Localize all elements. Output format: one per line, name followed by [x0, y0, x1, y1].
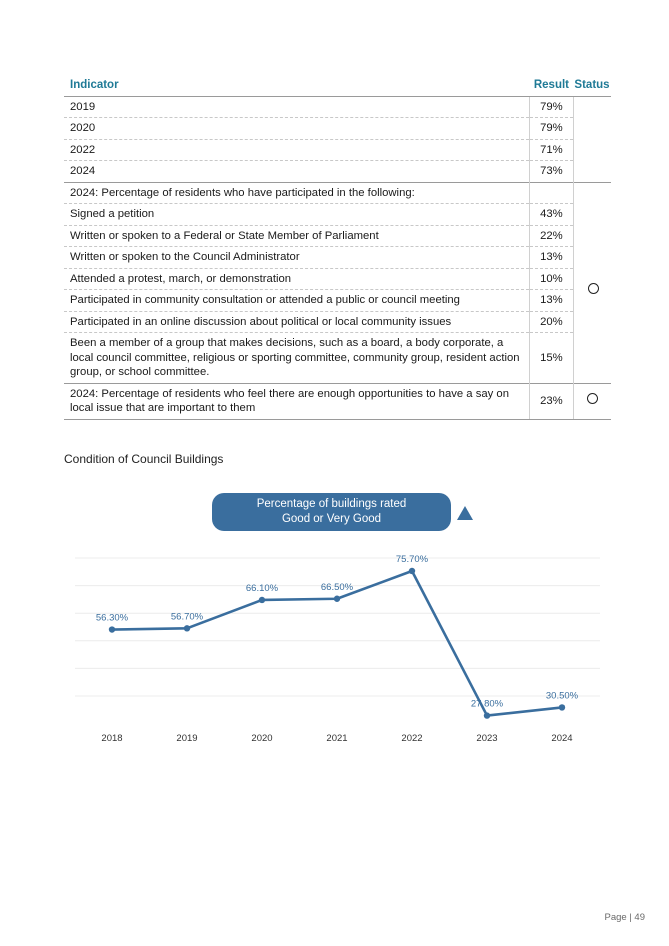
indicator-cell: 2024: Percentage of residents who feel there are enough opportunities to have a say on local issue that are important to them [64, 383, 530, 419]
x-tick-label: 2024 [551, 733, 573, 744]
result-header: Result [530, 76, 573, 96]
indicator-cell: 2024 [64, 161, 530, 183]
indicator-cell: Written or spoken to a Federal or State Member of Parliament [64, 225, 530, 247]
result-cell: 15% [530, 333, 573, 384]
data-point [559, 704, 565, 710]
data-label: 56.70% [170, 611, 204, 623]
data-point [334, 596, 340, 602]
indicator-cell: Signed a petition [64, 204, 530, 226]
result-cell: 71% [530, 139, 573, 161]
indicator-cell: 2024: Percentage of residents who have participated in the following: [64, 182, 530, 204]
result-cell: 43% [530, 204, 573, 226]
result-cell: 73% [530, 161, 573, 183]
section-title: Condition of Council Buildings [64, 452, 224, 466]
x-tick-label: 2020 [251, 733, 273, 744]
indicator-cell: 2019 [64, 96, 530, 118]
indicator-cell: Written or spoken to the Council Administrator [64, 247, 530, 269]
data-label: 75.70% [395, 553, 429, 565]
result-cell: 22% [530, 225, 573, 247]
result-cell: 79% [530, 96, 573, 118]
indicator-cell: Participated in an online discussion about political or local community issues [64, 311, 530, 333]
data-point [109, 626, 115, 632]
data-label: 56.30% [95, 612, 129, 624]
data-point [409, 568, 415, 574]
indicator-cell: 2022 [64, 139, 530, 161]
data-point [484, 712, 490, 718]
data-label: 27.80% [470, 698, 504, 710]
data-point [259, 597, 265, 603]
result-cell: 13% [530, 290, 573, 312]
x-tick-label: 2021 [326, 733, 348, 744]
data-point [184, 625, 190, 631]
chart-header-line2: Good or Very Good [281, 513, 382, 525]
data-label: 30.50% [545, 690, 579, 702]
indicator-cell: Attended a protest, march, or demonstration [64, 268, 530, 290]
result-cell: 13% [530, 247, 573, 269]
x-tick-label: 2018 [101, 733, 123, 744]
x-tick-label: 2019 [176, 733, 198, 744]
indicator-cell: Participated in community consultation or attended a public or council meeting [64, 290, 530, 312]
status-header: Status [573, 76, 611, 96]
result-cell: 10% [530, 268, 573, 290]
data-label: 66.10% [245, 582, 279, 594]
result-cell: 23% [530, 383, 573, 419]
x-tick-label: 2022 [401, 733, 423, 744]
indicator-cell: Been a member of a group that makes decisions, such as a board, a body corporate, a local council committee, religious or sporting committee, community group, resident action group, or school committee. [64, 333, 530, 384]
x-tick-label: 2023 [476, 733, 498, 744]
result-cell: 79% [530, 118, 573, 140]
result-cell: 20% [530, 311, 573, 333]
indicator-cell: 2020 [64, 118, 530, 140]
page-number: Page | 49 [604, 912, 645, 923]
chart-header-line1: Percentage of buildings rated [256, 498, 407, 510]
indicator-header: Indicator [64, 76, 530, 96]
data-label: 66.50% [320, 581, 354, 593]
